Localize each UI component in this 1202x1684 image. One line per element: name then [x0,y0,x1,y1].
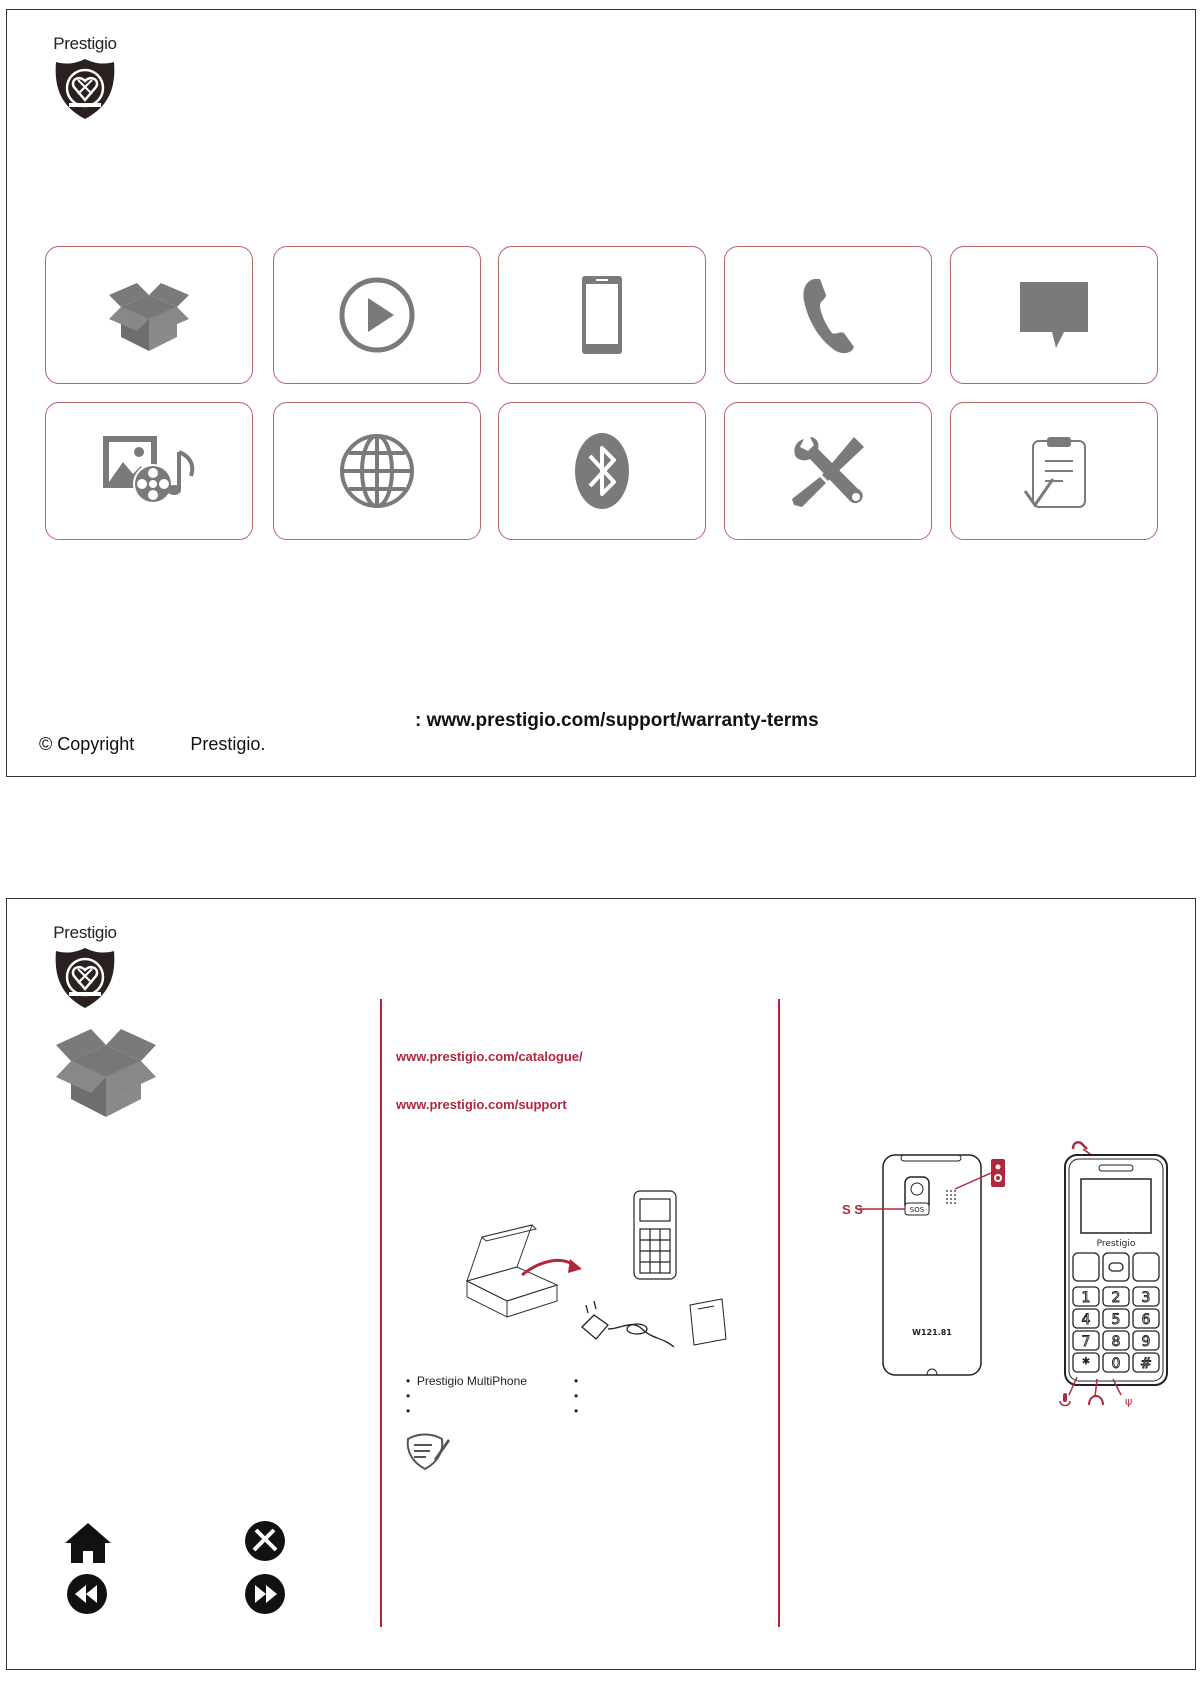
phone-small [634,1191,676,1279]
keypad-key-label: 9 [1141,1334,1151,1350]
box-icon [107,277,191,353]
charger [582,1301,674,1347]
message-icon [1016,278,1092,352]
side-button-label: S S [842,1202,863,1217]
tile-smartphone[interactable] [498,246,706,384]
keypad-key-label: # [1140,1356,1152,1372]
list-item: • [574,1374,579,1388]
list-item: • Prestigio MultiPhone [406,1374,527,1388]
keypad-key-label: 2 [1111,1290,1121,1306]
keypad-key-label: 5 [1111,1312,1121,1328]
svg-text:W121.81: W121.81 [912,1328,952,1337]
rewind-icon[interactable] [66,1573,108,1615]
column-divider [778,999,780,1627]
shield-logo-icon [52,945,118,1011]
keypad-key-label: 3 [1141,1290,1151,1306]
tile-message[interactable] [950,246,1158,384]
package-list-right [574,1374,578,1419]
support-link[interactable]: www.prestigio.com/support [396,1097,567,1112]
multimedia-icon [99,432,199,510]
catalogue-link[interactable]: www.prestigio.com/catalogue/ [396,1049,583,1064]
tile-phone[interactable] [724,246,932,384]
box-icon [53,1023,159,1119]
home-icon[interactable] [63,1521,113,1565]
column-divider [380,999,382,1627]
keypad-key-label: * [1082,1356,1090,1372]
list-item: • [406,1389,411,1403]
settings-icon[interactable] [244,1520,286,1562]
keypad-key-label: 0 [1111,1356,1121,1372]
tile-globe[interactable] [273,402,481,540]
tile-play[interactable] [273,246,481,384]
play-icon [338,276,416,354]
svg-text:Prestigio: Prestigio [1096,1239,1136,1249]
list-item: • [574,1389,579,1403]
page-1 [6,9,1196,777]
page-2 [6,898,1196,1670]
note-icon [404,1431,452,1471]
warranty-prefix: : [415,710,422,731]
list-item: • [406,1404,411,1418]
phone-icon [798,275,858,355]
tile-tools[interactable] [724,402,932,540]
package-list-left [406,1374,527,1419]
manual [690,1299,726,1345]
copyright [39,734,265,755]
prestigio-logo [40,923,130,1011]
phone-back-illustration [843,1153,1023,1383]
svg-text:SOS: SOS [909,1206,925,1214]
tools-icon [788,431,868,511]
tile-multimedia[interactable] [45,402,253,540]
svg-text:ψ: ψ [1125,1395,1133,1408]
brand-name: Prestigio [53,923,117,942]
tile-checklist[interactable] [950,402,1158,540]
phone-front-illustration [1057,1139,1177,1409]
keypad-key-label: 4 [1081,1312,1091,1328]
smartphone-icon [580,274,624,356]
package-contents-illustration [462,1189,732,1369]
prestigio-logo [40,34,130,122]
tile-box[interactable] [45,246,253,384]
warranty-url[interactable]: www.prestigio.com/support/warranty-terms [426,710,819,731]
warranty-link[interactable] [415,710,819,732]
keypad-key-label: 7 [1081,1334,1091,1350]
brand-name: Prestigio [53,34,117,53]
checklist-icon [1019,431,1089,511]
open-box [467,1225,557,1317]
bluetooth-icon [572,430,632,512]
copyright-company: Prestigio. [190,734,266,754]
forward-icon[interactable] [244,1573,286,1615]
tile-bluetooth[interactable] [498,402,706,540]
list-item: • [574,1404,579,1418]
keypad-key-label: 1 [1081,1290,1091,1306]
shield-logo-icon [52,56,118,122]
keypad-key-label: 8 [1111,1334,1121,1350]
keypad-key-label: 6 [1141,1312,1151,1328]
globe-icon [337,431,417,511]
copyright-text: © Copyright [39,734,135,754]
